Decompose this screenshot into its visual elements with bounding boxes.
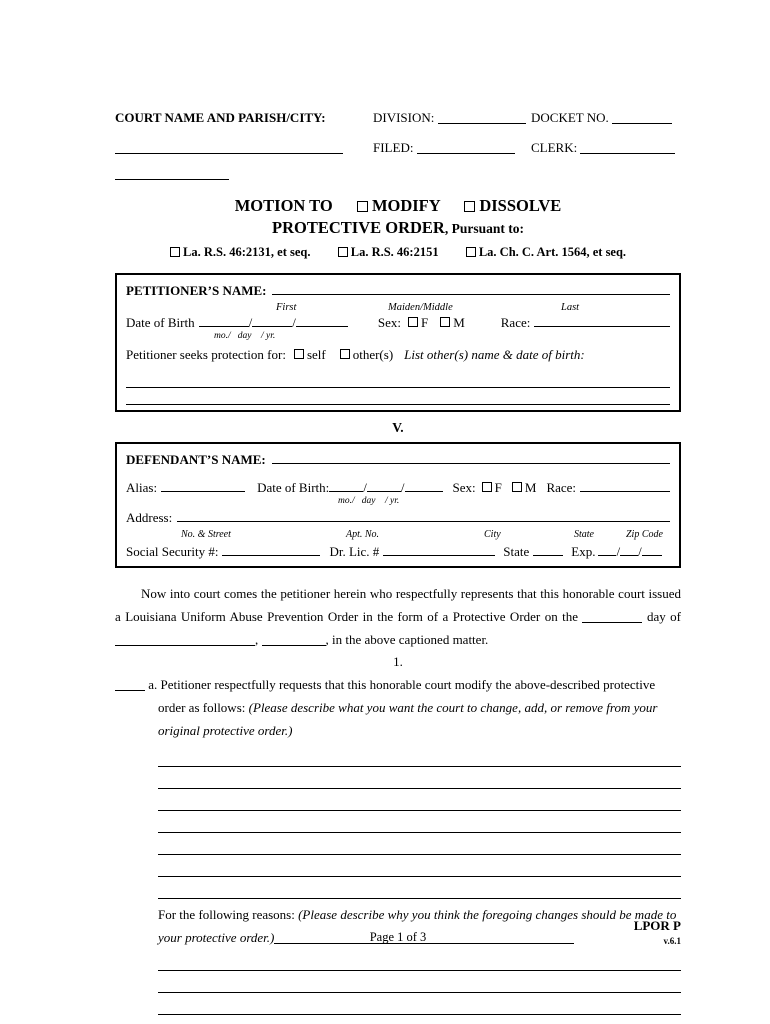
item-a-letter: a. (148, 677, 158, 692)
division-label: DIVISION: (373, 110, 435, 125)
title-block (115, 196, 681, 260)
statute1-checkbox[interactable] (170, 247, 180, 257)
defendant-dob-label: Date of Birth: (257, 480, 330, 495)
petitioner-section (115, 273, 681, 412)
modify-option (357, 196, 440, 215)
petitioner-dob-format-hint: mo./ day / yr. (214, 331, 276, 341)
exp-day-blank[interactable] (620, 543, 638, 556)
statute2-label: La. R.S. 46:2151 (350, 245, 439, 259)
petitioner-sex-m-checkbox[interactable] (440, 317, 450, 327)
answer-line[interactable] (158, 745, 681, 767)
opening-text-2: issued a Louisiana Uniform Abuse Prevention Order in the form of a Protective Order on the (115, 586, 681, 624)
defendant-alias-row (126, 478, 670, 497)
slash: / (363, 480, 367, 495)
lic-state-label: State (503, 544, 530, 559)
ssn-blank[interactable] (222, 543, 320, 556)
item-a-instruction: (Please describe what you want the court to change, add, or remove from your original protective order.) (158, 700, 658, 738)
defendant-sex-m-label: M (524, 480, 537, 495)
defendant-dob-day-blank[interactable] (367, 479, 401, 492)
hint-state: State (574, 529, 594, 540)
modify-label: MODIFY (371, 196, 441, 215)
petitioner-name-label: PETITIONER’S NAME: (126, 283, 267, 298)
item-a (115, 673, 681, 742)
alias-label: Alias: (126, 480, 158, 495)
court-name-field (115, 140, 373, 156)
clerk-blank[interactable] (580, 141, 675, 154)
header-row-2 (115, 140, 681, 156)
address-label: Address: (126, 510, 173, 525)
court-name-blank-2[interactable] (115, 167, 229, 180)
title-line-1 (115, 196, 681, 216)
protect-others-label: other(s) (352, 347, 394, 362)
comma: , (255, 632, 259, 647)
page-number: Page 1 of 3 (369, 930, 427, 944)
defendant-name-label: DEFENDANT’S NAME: (126, 452, 266, 467)
hint-last: Last (561, 302, 580, 313)
hint-zip: Zip Code (626, 529, 663, 540)
hint-street: No. & Street (181, 529, 231, 540)
defendant-sex-m-checkbox[interactable] (512, 482, 522, 492)
defendant-name-row (126, 450, 670, 469)
statute1-label: La. R.S. 46:2131, et seq. (183, 245, 311, 259)
hint-maiden-middle: Maiden/Middle (388, 302, 453, 313)
alias-blank[interactable] (161, 479, 245, 492)
court-name-blank-1[interactable] (115, 141, 343, 154)
answer-line[interactable] (158, 877, 681, 899)
reasons-label: For the following reasons: (158, 907, 299, 922)
item-a-text: Petitioner respectfully requests that this honorable court modify the above-described protective order as follows: (158, 677, 656, 715)
day-of-label: day of (646, 609, 681, 624)
statute-option-3 (466, 245, 626, 259)
statute-option-2 (338, 245, 439, 259)
petitioner-sex-f-label: F (420, 315, 429, 330)
statute3-checkbox[interactable] (466, 247, 476, 257)
dissolve-option (464, 196, 561, 215)
filed-blank[interactable] (417, 141, 515, 154)
answer-line[interactable] (158, 767, 681, 789)
defendant-name-blank[interactable] (272, 451, 670, 464)
form-content (115, 110, 681, 1015)
defendant-section (115, 442, 681, 568)
filed-label: FILED: (373, 140, 414, 155)
docket-blank[interactable] (612, 111, 672, 124)
slash: / (616, 544, 621, 559)
filed-field (373, 140, 531, 156)
dissolve-label: DISSOLVE (479, 196, 562, 215)
address-blank[interactable] (177, 509, 670, 522)
clerk-label: CLERK: (531, 140, 578, 155)
captioned-matter-text: , in the above captioned matter. (325, 632, 489, 647)
modify-checkbox[interactable] (357, 201, 368, 212)
court-name-label: COURT NAME AND PARISH/CITY: (115, 110, 326, 125)
hint-apt: Apt. No. (346, 529, 380, 540)
form-version: v.6.1 (663, 936, 681, 946)
dr-lic-blank[interactable] (383, 543, 495, 556)
statute-options (115, 245, 681, 260)
dr-lic-label: Dr. Lic. # (329, 544, 380, 559)
defendant-dob-month-blank[interactable] (329, 479, 363, 492)
reasons-lines (115, 949, 681, 1015)
petitioner-race-blank[interactable] (534, 314, 670, 327)
reasons-instruction: (Please describe why you think the foregoing changes should be made to your protective order.) (158, 907, 677, 945)
division-field (373, 110, 531, 126)
day-month-blank[interactable] (115, 633, 255, 646)
pursuant-label: , Pursuant to: (444, 221, 524, 236)
title-motion-to: MOTION TO (234, 196, 333, 215)
slash: / (248, 315, 253, 330)
answer-line[interactable] (158, 949, 681, 971)
petitioner-dob-year-blank[interactable] (296, 314, 348, 327)
exp-label: Exp. (571, 544, 596, 559)
others-names-line-1[interactable] (126, 371, 670, 388)
item-a-check-blank[interactable] (115, 678, 145, 691)
statute3-label: La. Ch. C. Art. 1564, et seq. (478, 245, 627, 259)
docket-label: DOCKET NO. (531, 110, 609, 125)
title-line-2 (115, 218, 681, 238)
exp-year-blank[interactable] (642, 543, 662, 556)
others-names-line-2[interactable] (126, 388, 670, 405)
answer-line[interactable] (158, 833, 681, 855)
dissolve-checkbox[interactable] (464, 201, 475, 212)
address-hints (126, 527, 670, 539)
division-blank[interactable] (438, 111, 526, 124)
clerk-field (531, 140, 681, 156)
exp-month-blank[interactable] (598, 543, 616, 556)
petitioner-sex-f-checkbox[interactable] (408, 317, 418, 327)
year-blank[interactable] (262, 633, 326, 646)
statute-option-1 (170, 245, 311, 259)
defendant-race-label: Race: (546, 480, 577, 495)
slash: / (292, 315, 296, 330)
defendant-dob-format-hint: mo./ day / yr. (338, 496, 400, 506)
petitioner-name-blank[interactable] (272, 282, 671, 295)
protective-order-title: PROTECTIVE ORDER (272, 218, 445, 237)
form-code: LPOR P (633, 918, 681, 933)
defendant-sex-label: Sex: (452, 480, 476, 495)
defendant-dob-year-blank[interactable] (405, 479, 443, 492)
lic-state-blank[interactable] (533, 543, 563, 556)
answer-line[interactable] (158, 811, 681, 833)
protection-for-label: Petitioner seeks protection for: (126, 347, 286, 362)
docket-field (531, 110, 681, 126)
answer-line[interactable] (158, 971, 681, 993)
defendant-ids-row (126, 542, 670, 561)
versus-label: V. (392, 420, 404, 435)
answer-line[interactable] (158, 789, 681, 811)
petitioner-dob-label: Date of Birth (126, 315, 195, 330)
modification-lines (115, 745, 681, 899)
protect-self-label: self (306, 347, 326, 362)
defendant-sex-f-label: F (494, 480, 502, 495)
opening-paragraph (115, 582, 681, 651)
petitioner-name-hints (126, 300, 670, 312)
hint-city: City (484, 529, 501, 540)
petitioner-sex-label: Sex: (377, 315, 401, 330)
slash: / (400, 480, 405, 495)
defendant-sex-f-checkbox[interactable] (482, 482, 492, 492)
petitioner-dob-month-blank[interactable] (199, 314, 249, 327)
slash: / (638, 544, 642, 559)
petitioner-race-label: Race: (500, 315, 531, 330)
petitioner-sex-m-label: M (453, 315, 465, 330)
protect-others-checkbox[interactable] (340, 349, 350, 359)
protect-self-checkbox[interactable] (294, 349, 304, 359)
section-number: 1. (393, 654, 403, 669)
defendant-race-blank[interactable] (580, 479, 670, 492)
hint-first: First (276, 302, 297, 313)
statute2-checkbox[interactable] (338, 247, 348, 257)
petitioner-protection-row (126, 345, 670, 364)
header-row-3 (115, 166, 681, 182)
ssn-label: Social Security #: (126, 544, 219, 559)
opening-text-1: Now into court comes the petitioner herein who respectfully represents that this honorable court (141, 586, 645, 601)
header-row-1 (115, 110, 681, 126)
order-date-blank[interactable] (582, 610, 642, 623)
answer-line[interactable] (158, 855, 681, 877)
answer-line[interactable] (158, 993, 681, 1015)
others-instruction: List other(s) name & date of birth: (404, 347, 585, 362)
court-header (115, 110, 681, 182)
